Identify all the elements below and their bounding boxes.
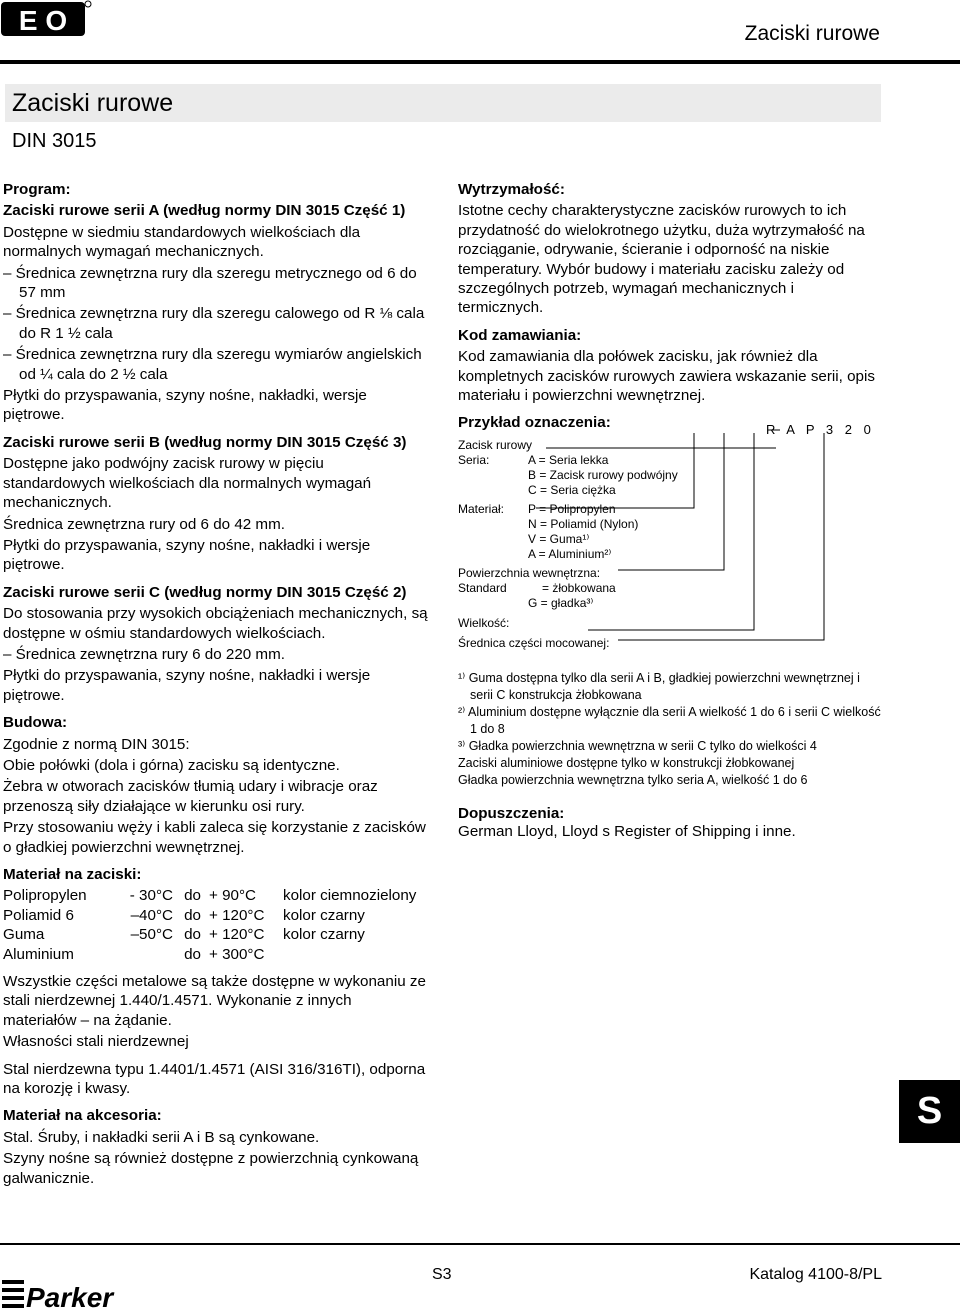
page-subtitle: DIN 3015	[12, 130, 97, 152]
wytrzymalosc-text: Istotne cechy charakterystyczne zacisków rurowych to ich przydatność do wielokrotnego użytku, duża wytrzymałość na rozciąganie, odrywanie, ścieranie i odporność na niskie temperatury. Wybór budowy i materiału zacisku zależy od szczególnych potrzeb, wymagań mechanicznych i termicznych.	[458, 202, 865, 317]
left-column	[3, 180, 428, 1190]
series-b-diameter: Średnica zewnętrzna rury od 6 do 42 mm.	[3, 515, 285, 533]
material-from	[121, 945, 173, 964]
eo-logo	[0, 0, 92, 40]
diagram-seria-a: A = Seria lekka	[528, 453, 609, 467]
akcesoria-text: Stal. Śruby, i nakładki serii A i B są cynkowane.	[3, 1128, 320, 1146]
diagram-mat-v: V = Guma¹⁾	[528, 532, 590, 546]
diagram-pow-g: G = gładka³⁾	[528, 596, 594, 610]
material-do: do	[184, 906, 201, 924]
material-to: + 120°C	[209, 926, 265, 944]
diagram-mat-a: A = Aluminium²⁾	[528, 547, 612, 561]
material-color: kolor ciemnozielony	[283, 887, 417, 905]
material-name: Guma	[3, 926, 45, 944]
series-a-bullet: – Średnica zewnętrzna rury dla szeregu wymiarów angielskich od ¼ cala do 2 ½ cala	[3, 346, 422, 383]
footnote: ¹⁾ Guma dostępna tylko dla serii A i B, gładkiej powierzchni wewnętrznej i serii C konstrukcja żłobkowana	[458, 671, 860, 702]
akcesoria-label: Materiał na akcesoria:	[3, 1107, 162, 1125]
series-a-text: Dostępne w siedmiu standardowych wielkościach dla normalnych wymagań mechanicznych.	[3, 223, 361, 261]
footnote: ²⁾ Aluminium dostępne wyłącznie dla serii A wielkość 1 do 6 i serii C wielkość 1 do 8	[458, 705, 881, 736]
order-code: R A P 3 2 0	[766, 422, 875, 437]
program-label: Program:	[3, 181, 71, 198]
kod-label: Kod zamawiania:	[458, 326, 582, 344]
przyklad-label: Przykład oznaczenia:	[458, 414, 611, 432]
material-name: Aluminium	[3, 945, 74, 963]
material-name: Polipropylen	[3, 887, 87, 905]
table-row	[3, 925, 416, 944]
series-a-bullet: – Średnica zewnętrzna rury dla szeregu calowego od R ⅛ cala do R 1 ½ cala	[3, 305, 425, 342]
budowa-text: Żebra w otworach zacisków tłumią udary i wibracje oraz przenoszą siły działające w kierunku osi rury.	[3, 778, 378, 815]
diagram-seria: Seria:	[458, 453, 490, 467]
footnote: ³⁾ Gładka powierzchnia wewnętrzna w serii C tylko do wielkości 4	[458, 739, 817, 753]
material-from: - 30°C	[129, 887, 173, 905]
material-do: do	[184, 945, 201, 963]
budowa-text: Zgodnie z normą DIN 3015:	[3, 735, 190, 753]
diagram-srednica: Średnica części mocowanej:	[458, 636, 610, 650]
footnotes	[458, 670, 883, 841]
diagram-powierzchnia: Powierzchnia wewnętrzna:	[458, 566, 601, 580]
wytrzymalosc-label: Wytrzymałość:	[458, 181, 565, 198]
material-from: –50°C	[130, 926, 173, 944]
diagram-mat-n: N = Poliamid (Nylon)	[528, 517, 639, 531]
header-title: Zaciski rurowe	[744, 22, 880, 45]
footnote: Gładka powierzchnia wewnętrzna tylko seria A, wielkość 1 do 6	[458, 773, 808, 787]
table-row	[3, 886, 416, 905]
order-code-diagram	[458, 420, 883, 660]
table-row	[3, 906, 416, 925]
parker-text: Parker	[26, 1282, 114, 1312]
material-name: Poliamid 6	[3, 906, 74, 924]
series-c-plates: Płytki do przyspawania, szyny nośne, nakładki i wersje piętrowe.	[3, 667, 371, 704]
budowa-label: Budowa:	[3, 714, 68, 732]
diagram-wielkosc: Wielkość:	[458, 616, 510, 630]
parker-logo	[0, 1272, 122, 1312]
dopuszczenia-label: Dopuszczenia:	[458, 805, 565, 822]
right-column	[458, 180, 883, 435]
series-b-plates: Płytki do przyspawania, szyny nośne, nakładki i wersje piętrowe.	[3, 536, 371, 574]
metal-text: Wszystkie części metalowe są także dostępne w wykonaniu ze stali nierdzewnej 1.440/1.4571. Wykonanie z innych materiałów – na żądanie.	[3, 973, 426, 1029]
diagram-mat-p: P = Polipropylen	[528, 502, 616, 516]
metal-text: Stal nierdzewna typu 1.4401/1.4571 (AISI 316/316TI), odporna na korozję i kwasy.	[3, 1060, 426, 1098]
diagram-pow-std: = żłobkowana	[542, 581, 616, 595]
logo-text: E O	[18, 5, 68, 36]
diagram-zacisk: Zacisk rurowy	[458, 438, 533, 452]
material-to: + 90°C	[209, 887, 257, 905]
footer-rule	[0, 1243, 960, 1245]
series-b-title: Zaciski rurowe serii B (według normy DIN 3015 Część 3)	[3, 433, 407, 451]
diagram-lines	[458, 420, 883, 660]
material-do: do	[184, 887, 201, 905]
series-a-bullet: – Średnica zewnętrzna rury dla szeregu metrycznego od 6 do 57 mm	[3, 264, 417, 302]
material-color: kolor czarny	[283, 906, 365, 924]
budowa-text: Obie połówki (dola i górna) zacisku są identyczne.	[3, 756, 340, 774]
material-to: + 300°C	[209, 945, 265, 963]
series-b-text: Dostępne jako podwójny zacisk rurowy w pięciu standardowych wielkościach dla normalnych wymagań mechanicznych.	[3, 455, 372, 512]
diagram-material: Materiał:	[458, 502, 505, 516]
section-tab: S	[899, 1080, 960, 1143]
material-color: kolor czarny	[283, 926, 365, 944]
diagram-standard: Standard	[458, 581, 507, 595]
budowa-text: Przy stosowaniu węży i kabli zaleca się korzystanie z zacisków o gładkiej powierzchni wewnętrznej.	[3, 819, 426, 856]
page-title: Zaciski rurowe	[12, 89, 174, 117]
header-rule	[0, 60, 960, 64]
kod-text: Kod zamawiania dla połówek zacisku, jak również dla kompletnych zacisków rurowych zawiera wskazanie serii, opis materiału i powierzchni wewnętrznej.	[458, 348, 875, 405]
footnote: Zaciski aluminiowe dostępne tylko w konstrukcji żłobkowanej	[458, 756, 795, 770]
akcesoria-text: Szyny nośne są również dostępne z powierzchnią cynkowaną galwanicznie.	[3, 1150, 419, 1187]
series-c-diameter: – Średnica zewnętrzna rury 6 do 220 mm.	[3, 645, 285, 663]
material-do: do	[184, 926, 201, 944]
series-c-text: Do stosowania przy wysokich obciążeniach mechanicznych, są dostępne w ośmiu standardowych wielkościach.	[3, 605, 428, 642]
table-row	[3, 945, 416, 964]
page-number: S3	[432, 1266, 452, 1283]
series-a-title: Zaciski rurowe serii A (według normy DIN 3015 Część 1)	[3, 202, 406, 220]
dopuszczenia-text: German Lloyd, Lloyd s Register of Shipping i inne.	[458, 823, 796, 840]
diagram-seria-c: C = Seria ciężka	[528, 483, 616, 497]
material-label: Materiał na zaciski:	[3, 866, 142, 883]
diagram-seria-b: B = Zacisk rurowy podwójny	[528, 468, 678, 482]
series-c-title: Zaciski rurowe serii C (według normy DIN 3015 Część 2)	[3, 583, 407, 601]
series-a-plates: Płytki do przyspawania, szyny nośne, nakładki, wersje piętrowe.	[3, 387, 367, 424]
material-table	[3, 886, 416, 964]
metal-text: Własności stali nierdzewnej	[3, 1033, 189, 1051]
catalog-number: Katalog 4100-8/PL	[749, 1266, 882, 1283]
material-to: + 120°C	[209, 906, 265, 924]
material-color	[283, 945, 416, 964]
material-from: –40°C	[130, 906, 173, 924]
